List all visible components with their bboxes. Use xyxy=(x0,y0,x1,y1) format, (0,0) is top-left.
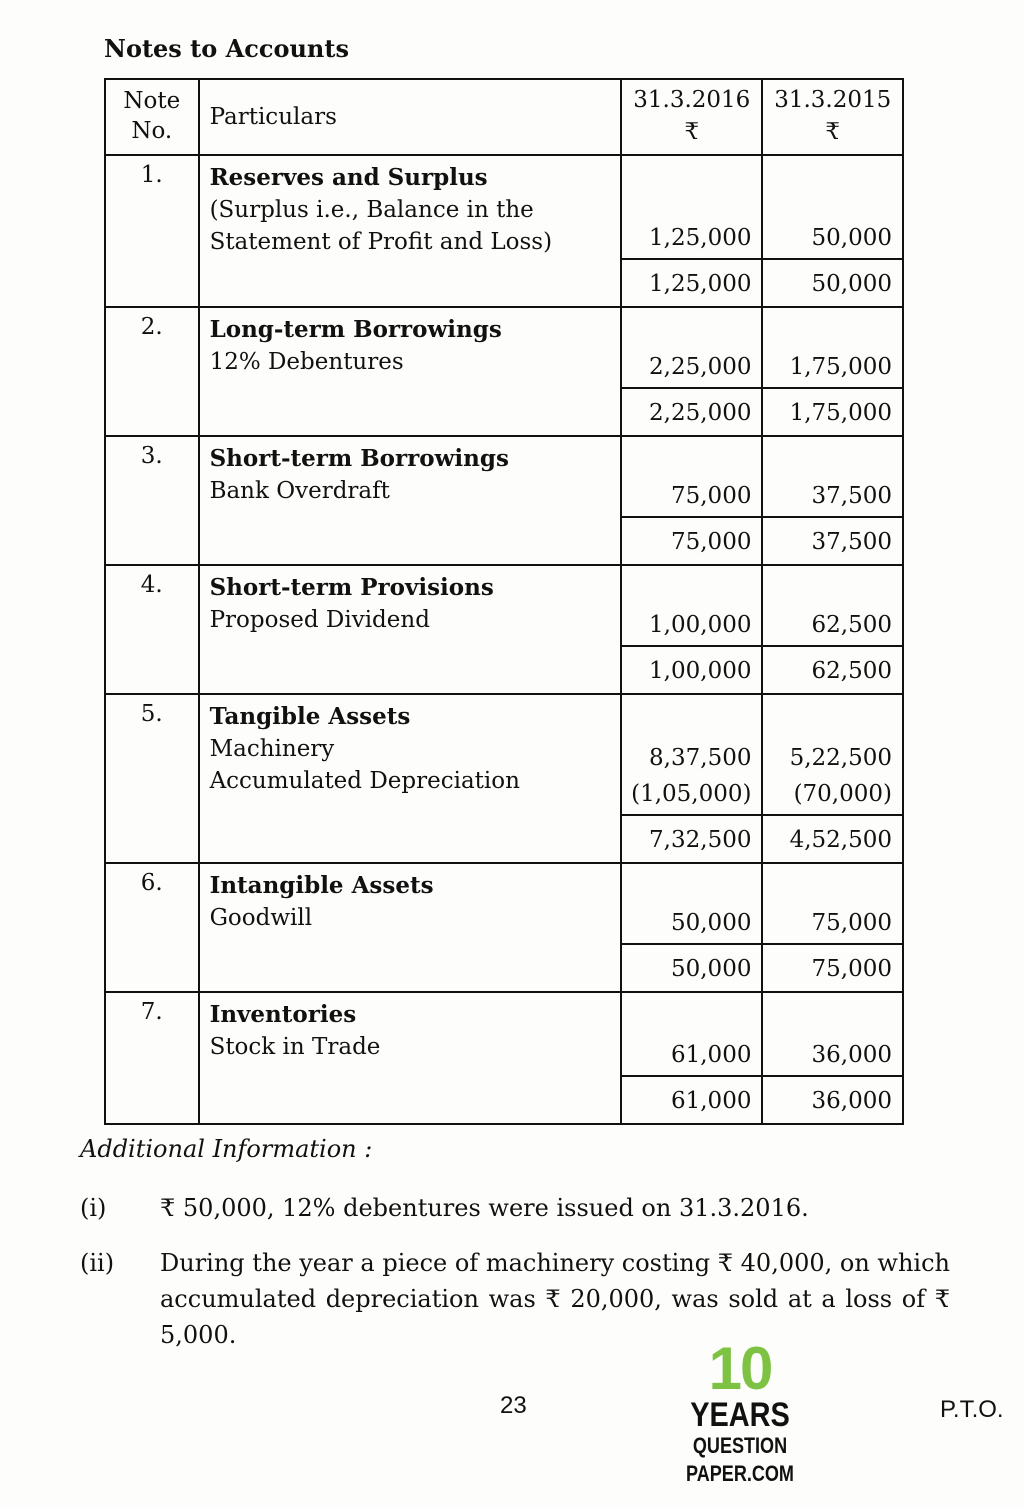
amount-2016-cell xyxy=(621,694,762,863)
note-title: Short-term Borrowings xyxy=(209,445,509,472)
note-title: Reserves and Surplus xyxy=(209,164,488,191)
table-row xyxy=(105,863,903,992)
amount-value: 1,00,000 xyxy=(649,612,752,638)
particulars-cell xyxy=(199,436,622,565)
amount-2015-cell xyxy=(762,565,903,694)
amount-2015-cell xyxy=(762,307,903,436)
header-year-2015 xyxy=(762,79,903,155)
additional-info-heading: Additional Information : xyxy=(80,1135,373,1163)
amount-2016-cell xyxy=(621,436,762,565)
item-number: (ii) xyxy=(80,1249,115,1277)
note-number: 2. xyxy=(105,307,199,436)
note-number: 1. xyxy=(105,155,199,307)
item-number: (i) xyxy=(80,1194,107,1222)
note-title: Inventories xyxy=(209,1001,357,1028)
amount-2016-cell xyxy=(621,992,762,1124)
particulars-line: Bank Overdraft xyxy=(209,478,390,504)
amount-total: 2,25,000 xyxy=(622,387,761,435)
amount-total: 50,000 xyxy=(763,258,902,306)
note-title: Long-term Borrowings xyxy=(209,316,502,343)
particulars-line: 12% Debentures xyxy=(209,349,404,375)
amount-value: (1,05,000) xyxy=(631,781,752,807)
amount-total: 37,500 xyxy=(763,516,902,564)
page-number: 23 xyxy=(500,1392,527,1419)
table-row xyxy=(105,694,903,863)
logo-site-name: QUESTION PAPER.COM xyxy=(686,1433,794,1486)
amount-value: 36,000 xyxy=(811,1042,892,1068)
amount-value: 1,25,000 xyxy=(649,225,752,251)
item-text: During the year a piece of machinery costing ₹ 40,000, on which accumulated depreciation was ₹ 20,000, was sold at a loss of ₹ 5,000. xyxy=(160,1249,950,1349)
table-row xyxy=(105,436,903,565)
particulars-cell xyxy=(199,863,622,992)
particulars-cell xyxy=(199,565,622,694)
rupee-symbol: ₹ xyxy=(684,119,700,145)
amount-2015-cell xyxy=(762,992,903,1124)
note-number: 6. xyxy=(105,863,199,992)
amount-total: 50,000 xyxy=(622,943,761,991)
amount-value: 8,37,500 xyxy=(649,745,752,771)
amount-total: 61,000 xyxy=(622,1075,761,1123)
note-number: 3. xyxy=(105,436,199,565)
amount-total: 75,000 xyxy=(622,516,761,564)
amount-total: 7,32,500 xyxy=(622,814,761,862)
particulars-cell xyxy=(199,155,622,307)
amount-value: 50,000 xyxy=(670,910,752,936)
amount-2016-cell xyxy=(621,155,762,307)
amount-total: 75,000 xyxy=(763,943,902,991)
header-year-2016 xyxy=(621,79,762,155)
amount-2016-cell xyxy=(621,863,762,992)
item-text: ₹ 50,000, 12% debentures were issued on 31.3.2016. xyxy=(160,1194,809,1222)
rupee-symbol: ₹ xyxy=(825,119,841,145)
note-title: Tangible Assets xyxy=(209,703,411,730)
particulars-cell xyxy=(199,307,622,436)
additional-item-2 xyxy=(80,1245,950,1353)
amount-total: 62,500 xyxy=(763,645,902,693)
amount-2015-cell xyxy=(762,436,903,565)
amount-value: 75,000 xyxy=(811,910,892,936)
particulars-line: (Surplus i.e., Balance in the Statement of Profit and Loss) xyxy=(209,197,553,255)
site-logo xyxy=(630,1335,850,1488)
amount-2015-cell xyxy=(762,863,903,992)
amount-value: 50,000 xyxy=(811,225,892,251)
amount-value: 1,75,000 xyxy=(789,354,892,380)
particulars-line: Machinery xyxy=(209,736,335,762)
particulars-line: Accumulated Depreciation xyxy=(209,768,520,794)
table-row xyxy=(105,992,903,1124)
amount-value: (70,000) xyxy=(793,781,892,807)
amount-total: 1,75,000 xyxy=(763,387,902,435)
notes-table xyxy=(104,78,904,1125)
table-row xyxy=(105,307,903,436)
table-row xyxy=(105,155,903,307)
note-title: Intangible Assets xyxy=(209,872,434,899)
amount-2015-cell xyxy=(762,155,903,307)
amount-total: 1,00,000 xyxy=(622,645,761,693)
particulars-cell xyxy=(199,694,622,863)
amount-2015-cell xyxy=(762,694,903,863)
amount-value: 61,000 xyxy=(670,1042,752,1068)
note-number: 7. xyxy=(105,992,199,1124)
amount-value: 5,22,500 xyxy=(789,745,892,771)
header-particulars: Particulars xyxy=(199,79,622,155)
amount-2016-cell xyxy=(621,307,762,436)
amount-value: 37,500 xyxy=(811,483,892,509)
note-title: Short-term Provisions xyxy=(209,574,494,601)
note-number: 4. xyxy=(105,565,199,694)
particulars-cell xyxy=(199,992,622,1124)
particulars-line: Proposed Dividend xyxy=(209,607,430,633)
amount-total: 36,000 xyxy=(763,1075,902,1123)
amount-value: 75,000 xyxy=(670,483,752,509)
header-year-2015-label: 31.3.2015 xyxy=(774,87,892,113)
logo-years: YEARS xyxy=(690,1396,790,1434)
header-note-no: Note No. xyxy=(105,79,199,155)
amount-total: 4,52,500 xyxy=(763,814,902,862)
particulars-line: Stock in Trade xyxy=(209,1034,381,1060)
header-year-2016-label: 31.3.2016 xyxy=(633,87,751,113)
amount-value: 2,25,000 xyxy=(649,354,752,380)
amount-2016-cell xyxy=(621,565,762,694)
table-header-row xyxy=(105,79,903,155)
logo-number: 10 xyxy=(708,1335,772,1402)
note-number: 5. xyxy=(105,694,199,863)
amount-total: 1,25,000 xyxy=(622,258,761,306)
particulars-line: Goodwill xyxy=(209,905,313,931)
amount-value: 62,500 xyxy=(811,612,892,638)
additional-item-1 xyxy=(80,1190,950,1226)
section-heading: Notes to Accounts xyxy=(104,34,349,63)
pto-label: P.T.O. xyxy=(940,1396,1004,1423)
table-row xyxy=(105,565,903,694)
